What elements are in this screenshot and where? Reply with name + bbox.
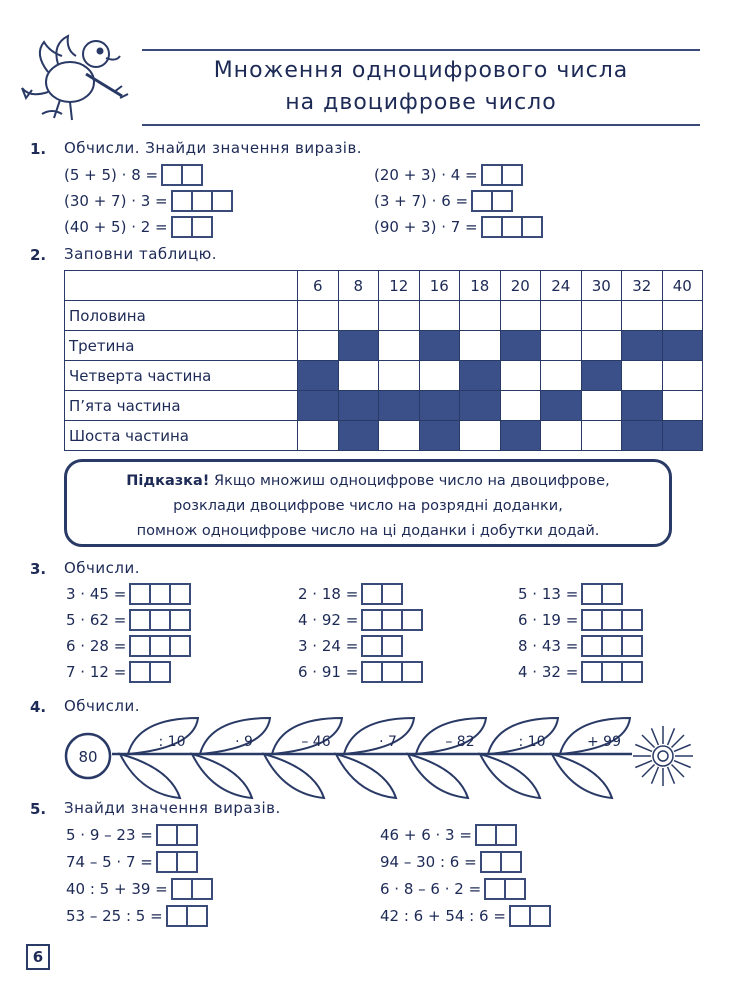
answer-boxes[interactable] xyxy=(471,190,513,212)
answer-petal[interactable] xyxy=(552,754,612,798)
operation-label: – 46 xyxy=(301,734,331,750)
task3-expr: 6 · 19 = xyxy=(518,609,643,631)
answer-petal[interactable] xyxy=(120,754,180,798)
hint-line2: розклади двоцифрове число на розрядні доданки, xyxy=(173,498,563,514)
table-row xyxy=(65,301,703,331)
answer-boxes[interactable] xyxy=(129,583,191,605)
table-row xyxy=(65,391,703,421)
answer-petal[interactable] xyxy=(408,754,468,798)
col-header: 6 xyxy=(298,271,339,301)
page-title-line1: Множення одноцифрового числа xyxy=(213,58,629,83)
col-header: 20 xyxy=(500,271,541,301)
task3-expr: 3 · 24 = xyxy=(298,635,403,657)
answer-boxes[interactable] xyxy=(581,635,643,657)
task1-expr-6: (90 + 3) · 7 = xyxy=(374,216,543,238)
answer-boxes[interactable] xyxy=(156,851,198,873)
operation-label: + 99 xyxy=(587,734,621,750)
answer-petal[interactable] xyxy=(192,754,252,798)
title-bottom-rule xyxy=(142,124,700,126)
answer-boxes[interactable] xyxy=(361,661,423,683)
table-row xyxy=(65,361,703,391)
table-header-row xyxy=(65,271,703,301)
calculation-chain xyxy=(60,716,700,800)
answer-boxes[interactable] xyxy=(581,661,643,683)
task1-expr-5: (3 + 7) · 6 = xyxy=(374,190,513,212)
task1-expr-2: (30 + 7) · 3 = xyxy=(64,190,233,212)
answer-boxes[interactable] xyxy=(484,878,526,900)
task3-expr: 2 · 18 = xyxy=(298,583,403,605)
operation-label: – 82 xyxy=(445,734,475,750)
task1-expr-4: (20 + 3) · 4 = xyxy=(374,164,523,186)
answer-boxes[interactable] xyxy=(481,164,523,186)
col-header: 32 xyxy=(622,271,663,301)
task3-expr: 5 · 13 = xyxy=(518,583,623,605)
task5-instruction: Знайди значення виразів. xyxy=(64,799,281,817)
answer-boxes[interactable] xyxy=(171,190,233,212)
task5-expr: 40 : 5 + 39 = xyxy=(66,878,213,900)
task3-expr: 7 · 12 = xyxy=(66,661,171,683)
answer-boxes[interactable] xyxy=(171,216,213,238)
task1-number: 1. xyxy=(30,140,47,158)
col-header: 40 xyxy=(662,271,703,301)
answer-boxes[interactable] xyxy=(129,635,191,657)
hint-line3: помнож одноцифрове число на ці доданки і добутки додай. xyxy=(136,523,600,539)
col-header: 24 xyxy=(541,271,582,301)
title-top-rule xyxy=(142,49,700,51)
col-header: 12 xyxy=(379,271,420,301)
answer-boxes[interactable] xyxy=(361,583,403,605)
fractions-table xyxy=(64,270,703,451)
task3-instruction: Обчисли. xyxy=(64,559,141,577)
task5-expr: 94 – 30 : 6 = xyxy=(380,851,522,873)
col-header: 18 xyxy=(460,271,501,301)
row-label: П’ята частина xyxy=(65,391,298,421)
answer-petal[interactable] xyxy=(480,754,540,798)
answer-boxes[interactable] xyxy=(156,824,198,846)
col-header: 8 xyxy=(338,271,379,301)
row-label: Третина xyxy=(65,331,298,361)
answer-petal[interactable] xyxy=(336,754,396,798)
task5-expr: 53 – 25 : 5 = xyxy=(66,905,208,927)
flower-icon xyxy=(633,726,693,786)
task2-number: 2. xyxy=(30,246,47,264)
answer-boxes[interactable] xyxy=(129,661,171,683)
task5-expr: 6 · 8 – 6 · 2 = xyxy=(380,878,526,900)
page-number: 6 xyxy=(26,944,50,970)
operation-label: : 10 xyxy=(518,734,546,750)
task5-expr: 74 – 5 · 7 = xyxy=(66,851,198,873)
task3-expr: 5 · 62 = xyxy=(66,609,191,631)
answer-boxes[interactable] xyxy=(481,216,543,238)
task3-expr: 8 · 43 = xyxy=(518,635,643,657)
task3-expr: 4 · 92 = xyxy=(298,609,423,631)
col-header: 16 xyxy=(419,271,460,301)
table-row xyxy=(65,331,703,361)
task5-expr: 46 + 6 · 3 = xyxy=(380,824,517,846)
task3-number: 3. xyxy=(30,560,47,578)
task1-expr-1: (5 + 5) · 8 = xyxy=(64,164,203,186)
task1-expr-3: (40 + 5) · 2 = xyxy=(64,216,213,238)
answer-petal[interactable] xyxy=(264,754,324,798)
task5-expr: 5 · 9 – 23 = xyxy=(66,824,198,846)
task2-instruction: Заповни таблицю. xyxy=(64,245,218,263)
table-row xyxy=(65,421,703,451)
answer-boxes[interactable] xyxy=(581,609,643,631)
row-label: Шоста частина xyxy=(65,421,298,451)
hint-box xyxy=(64,459,672,547)
task4-instruction: Обчисли. xyxy=(64,697,141,715)
task3-expr: 6 · 91 = xyxy=(298,661,423,683)
page-title-line2: на двоцифрове число xyxy=(285,90,557,115)
start-value: 80 xyxy=(78,748,98,766)
answer-boxes[interactable] xyxy=(581,583,623,605)
dragon-illustration xyxy=(18,30,130,128)
row-label: Четверта частина xyxy=(65,361,298,391)
answer-boxes[interactable] xyxy=(166,905,208,927)
hint-line1: Якщо множиш одноцифрове число на двоцифрове, xyxy=(214,473,610,489)
task1-instruction: Обчисли. Знайди значення виразів. xyxy=(64,139,363,157)
hint-title: Підказка! xyxy=(126,473,210,489)
col-header: 30 xyxy=(581,271,622,301)
answer-boxes[interactable] xyxy=(361,635,403,657)
answer-boxes[interactable] xyxy=(171,878,213,900)
task5-expr: 42 : 6 + 54 : 6 = xyxy=(380,905,551,927)
operation-label: · 7 xyxy=(379,734,397,750)
operation-label: : 10 xyxy=(158,734,186,750)
answer-boxes[interactable] xyxy=(129,609,191,631)
answer-boxes[interactable] xyxy=(161,164,203,186)
row-label: Половина xyxy=(65,301,298,331)
answer-boxes[interactable] xyxy=(361,609,423,631)
answer-boxes[interactable] xyxy=(480,851,522,873)
operation-label: · 9 xyxy=(235,734,253,750)
task5-number: 5. xyxy=(30,800,47,818)
task3-expr: 6 · 28 = xyxy=(66,635,191,657)
answer-boxes[interactable] xyxy=(475,824,517,846)
answer-boxes[interactable] xyxy=(509,905,551,927)
task3-expr: 3 · 45 = xyxy=(66,583,191,605)
task4-number: 4. xyxy=(30,698,47,716)
task3-expr: 4 · 32 = xyxy=(518,661,643,683)
